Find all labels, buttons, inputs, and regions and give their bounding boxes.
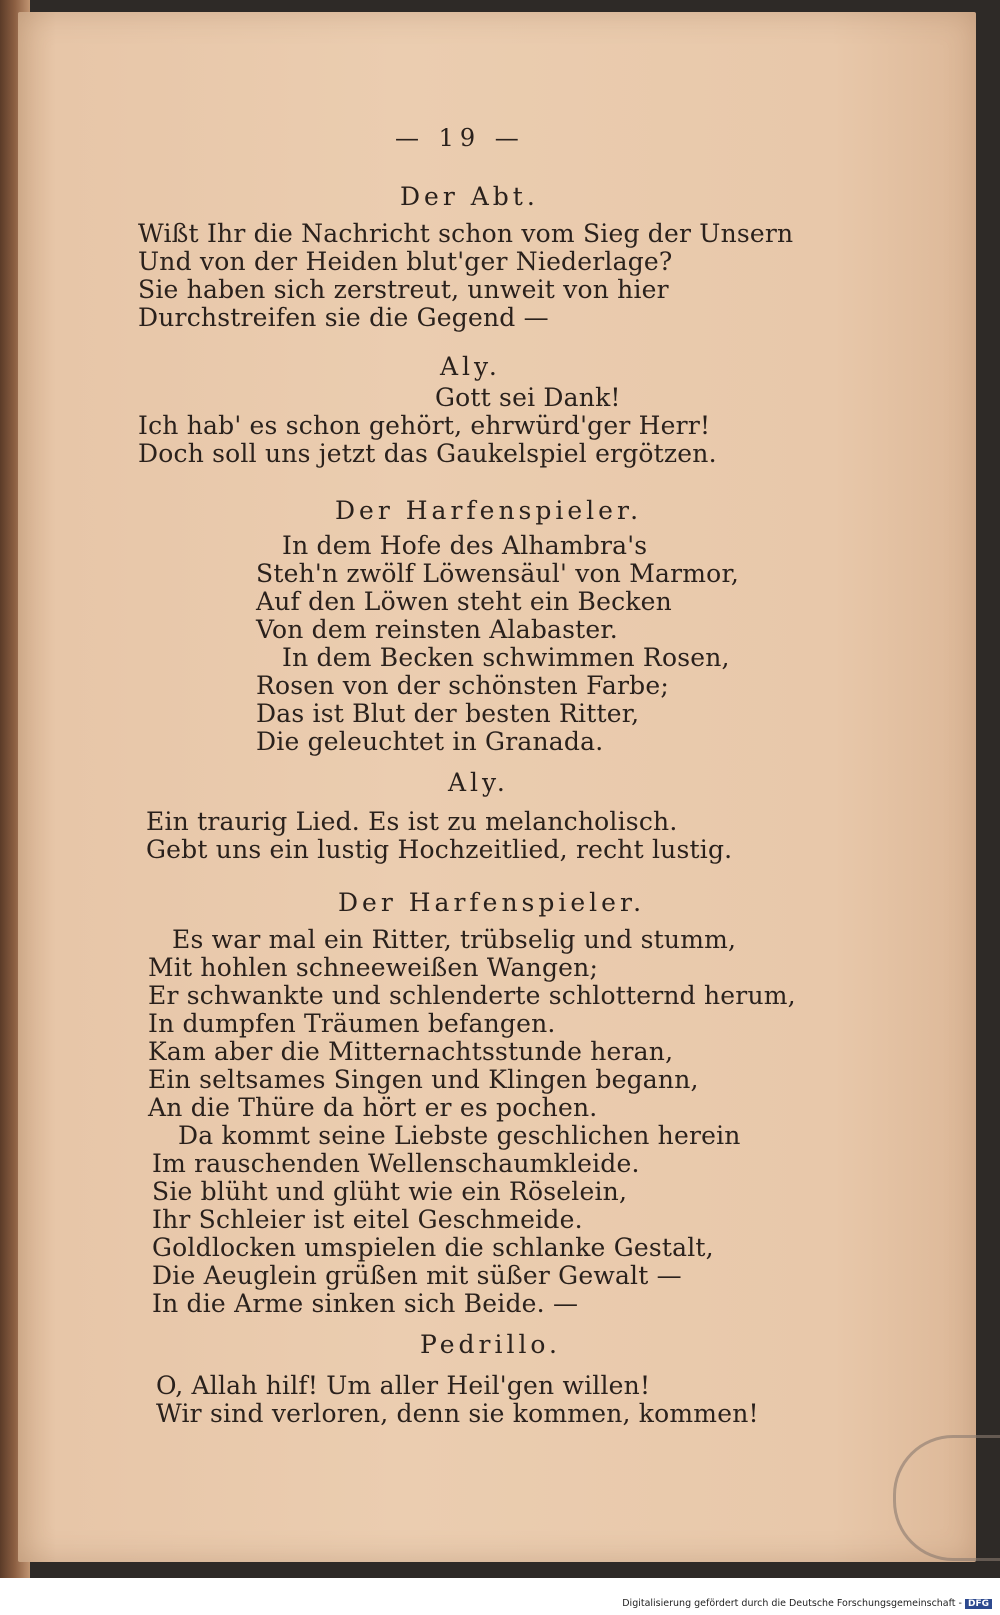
- speaker-name: Der Harfenspieler.: [335, 496, 643, 525]
- verse-line: In dem Becken schwimmen Rosen,: [282, 643, 730, 672]
- verse-line: Kam aber die Mitternachtsstunde heran,: [148, 1037, 674, 1066]
- verse-line: O, Allah hilf! Um aller Heil'gen willen!: [156, 1371, 651, 1400]
- page-number: — 19 —: [395, 124, 525, 152]
- speaker-name: Aly.: [440, 352, 501, 381]
- verse-line: Das ist Blut der besten Ritter,: [256, 699, 640, 728]
- verse-block: [256, 560, 739, 644]
- verse-line: Durchstreifen sie die Gegend —: [138, 303, 549, 332]
- digitization-credit: [622, 1598, 992, 1609]
- verse-line: Er schwankte und schlenderte schlotternd herum,: [148, 981, 796, 1010]
- verse-line: Wir sind verloren, denn sie kommen, kommen!: [156, 1399, 759, 1428]
- verse-line: Da kommt seine Liebste geschlichen herein: [178, 1121, 741, 1150]
- verse-line: Wißt Ihr die Nachricht schon vom Sieg der Unsern: [138, 219, 794, 248]
- verse-block: [146, 808, 732, 864]
- verse-line: Goldlocken umspielen die schlanke Gestalt,: [152, 1233, 714, 1262]
- dfg-logo: DFG: [965, 1599, 992, 1609]
- verse-line: Rosen von der schönsten Farbe;: [256, 671, 669, 700]
- verse-block: [138, 412, 717, 468]
- footer-bar: [0, 1578, 1000, 1615]
- verse-line: In die Arme sinken sich Beide. —: [152, 1289, 579, 1318]
- verse-line: Gebt uns ein lustig Hochzeitlied, recht lustig.: [146, 835, 733, 864]
- verse-line: Es war mal ein Ritter, trübselig und stumm,: [172, 925, 737, 954]
- verse-line: Und von der Heiden blut'ger Niederlage?: [138, 247, 673, 276]
- verse-block: [152, 1150, 714, 1318]
- page-clip: [893, 1435, 1000, 1561]
- verse-block: [138, 220, 793, 332]
- verse-block: [148, 954, 796, 1122]
- verse-line: Mit hohlen schneeweißen Wangen;: [148, 953, 599, 982]
- verse-line: Auf den Löwen steht ein Becken: [256, 587, 672, 616]
- speaker-name: Der Harfenspieler.: [338, 888, 646, 917]
- verse-line: Ich hab' es schon gehört, ehrwürd'ger Herr!: [138, 411, 711, 440]
- verse-line: Sie haben sich zerstreut, unweit von hier: [138, 275, 669, 304]
- credit-text: Digitalisierung gefördert durch die Deutsche Forschungsgemeinschaft -: [622, 1598, 962, 1609]
- verse-line: Gott sei Dank!: [435, 383, 621, 412]
- verse-block: [256, 672, 669, 756]
- verse-line: Doch soll uns jetzt das Gaukelspiel ergötzen.: [138, 439, 717, 468]
- speaker-name: Der Abt.: [400, 182, 539, 211]
- verse-line: Sie blüht und glüht wie ein Röselein,: [152, 1177, 628, 1206]
- verse-line: In dumpfen Träumen befangen.: [148, 1009, 556, 1038]
- verse-line: Die Aeuglein grüßen mit süßer Gewalt —: [152, 1261, 682, 1290]
- verse-line: Im rauschenden Wellenschaumkleide.: [152, 1149, 640, 1178]
- verse-line: Ein seltsames Singen und Klingen begann,: [148, 1065, 699, 1094]
- verse-line: Ein traurig Lied. Es ist zu melancholisch.: [146, 807, 678, 836]
- verse-line: Von dem reinsten Alabaster.: [256, 615, 618, 644]
- verse-line: Die geleuchtet in Granada.: [256, 727, 604, 756]
- verse-line: Ihr Schleier ist eitel Geschmeide.: [152, 1205, 583, 1234]
- verse-line: In dem Hofe des Alhambra's: [282, 531, 648, 560]
- verse-block: [156, 1372, 759, 1428]
- speaker-name: Aly.: [448, 768, 509, 797]
- speaker-name: Pedrillo.: [420, 1330, 561, 1359]
- verse-line: An die Thüre da hört er es pochen.: [148, 1093, 598, 1122]
- verse-line: Steh'n zwölf Löwensäul' von Marmor,: [256, 559, 739, 588]
